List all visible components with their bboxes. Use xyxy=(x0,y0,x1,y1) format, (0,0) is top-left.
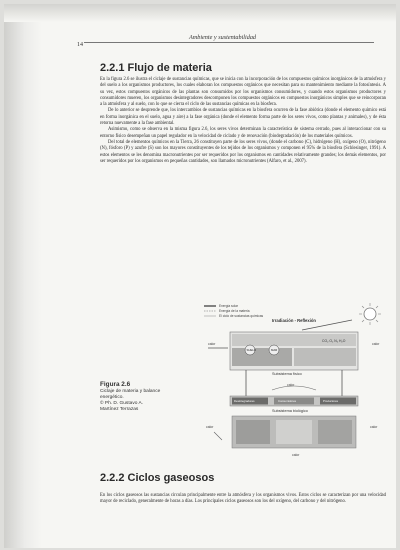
header-rule xyxy=(84,42,374,43)
heat-label: calor xyxy=(208,342,216,346)
paragraph: De lo anterior se desprende que, los intercambios de sustancias químicas en la biosfera ocurren de la fase abiótica (donde el elemento químico está en forma inorgánica en el suelo, agua y aire) a la fase orgánica (donde el elemento forma parte de los seres vivos, como plantas y animales), y de ésta retorna nuevamente a la fase ambiental. xyxy=(100,108,386,127)
heat-label: calor xyxy=(287,383,295,387)
irradiation-label: Irradiación - Reflexión xyxy=(272,318,316,323)
matter-cycle-figure xyxy=(202,300,386,460)
caption-line: Martínez Terrazas xyxy=(100,407,139,412)
caption-line: Ciclaje de materia y balance energético. xyxy=(100,389,161,400)
paragraph: Asimismo, como se observa en la misma figura 2.6, los seres vivos determinan la característica de sistema cerrado, pues al interaccionar con su entorno físico desempeñan un papel regulador en la velocidad de ciclado y de renovación (biodegradación) de los materiales químicos. xyxy=(100,127,386,139)
page-top-shadow xyxy=(4,4,396,22)
producers-label: Productores xyxy=(323,399,339,404)
sun-icon xyxy=(359,303,381,325)
consumers-label: Consumidores xyxy=(278,399,297,404)
paragraph: En la figura 2.6 se ilustra el ciclaje de sustancias químicas, que se inicia con la incorporación de los compuestos químicos inorgánicos de la atmósfera y del suelo a los organismos productores, los cuales elaboran los compuestos orgánicos que necesitan para su mantenimiento mediante la fotosíntesis. A su vez, estos compuestos orgánicos de las plantas son consumidos por los organismos consumidores, y cuando estos organismos productores y consumidores mueren, los organismos desintegradores descomponen los compuestos orgánicos en compuestos inorgánicos simples que se reincorporan a la atmósfera y al suelo, con lo que se cierra el ciclo de las sustancias químicas en la biosfera. xyxy=(100,77,386,108)
legend-item: Energía de la materia xyxy=(219,309,250,314)
sea-block xyxy=(294,348,356,366)
caption-title: Figura 2.6 xyxy=(100,381,131,388)
heat-label: calor xyxy=(292,453,300,457)
section-heading-flujo: 2.2.1 Flujo de materia xyxy=(100,62,212,74)
section-body-ciclos xyxy=(100,493,386,506)
legend-item: El ciclo de sustancias químicas xyxy=(219,314,264,319)
caption-line: © Ph. D. Gustavo A. xyxy=(100,401,143,406)
organism-image xyxy=(318,420,352,444)
figure-legend xyxy=(204,304,264,318)
biological-subsystem-label: Subsistema biológico xyxy=(272,409,308,413)
book-page xyxy=(4,4,396,548)
page-spine-shadow xyxy=(4,4,42,548)
legend-item: Energía solar xyxy=(219,304,238,309)
physical-subsystem-label: Subsistema físico xyxy=(272,372,302,376)
heat-label: calor xyxy=(370,425,378,429)
paragraph: En los ciclos gaseosos las sustancias circulan principalmente entre la atmósfera y los organismos vivos. Estos ciclos se caracterizan por una velocidad mayor de reciclado, generalmente de horas a días. Los principales ciclos gaseosos son los del oxígeno, del carbono y del nitrógeno. xyxy=(100,493,386,505)
heat-arrow xyxy=(214,432,222,440)
soil-block xyxy=(232,348,292,366)
heat-label: calor xyxy=(372,342,380,346)
paragraph: Del total de elementos químicos en la Tierra, 26 constituyen parte de los seres vivos, (donde el carbono (C), hidrógeno (H), oxígeno (O), nitrógeno (N), fósforo (P) y azufre (S) son los mayores constituyentes de los tejidos de los organismos y componen el 95% de la biosfera (Schlesinger, 1991). A estos elementos se les denomina macronutrientes por ser requeridos por los organismos en cantidades relativamente grandes; los demás elementos, por ser requeridos por los organismos en pequeñas cantidades, son llamados micronutrientes (Alfaro, et al., 2007). xyxy=(100,139,386,164)
section-body-flujo xyxy=(100,77,386,165)
running-header: Ambiente y sustentabilidad xyxy=(189,34,257,41)
sea-label: MAR xyxy=(271,348,278,353)
atmosphere-label: CO₂ O₂ N₂ H₂O xyxy=(322,339,346,343)
soil-label: SUELO xyxy=(246,348,256,353)
figure-caption xyxy=(100,382,180,413)
degraders-label: Desintegradores xyxy=(234,399,255,404)
organism-image xyxy=(276,420,312,444)
page-number: 14 xyxy=(77,42,83,48)
heat-label: calor xyxy=(206,425,214,429)
section-heading-ciclos: 2.2.2 Ciclos gaseosos xyxy=(100,472,215,484)
organism-image xyxy=(236,420,270,444)
